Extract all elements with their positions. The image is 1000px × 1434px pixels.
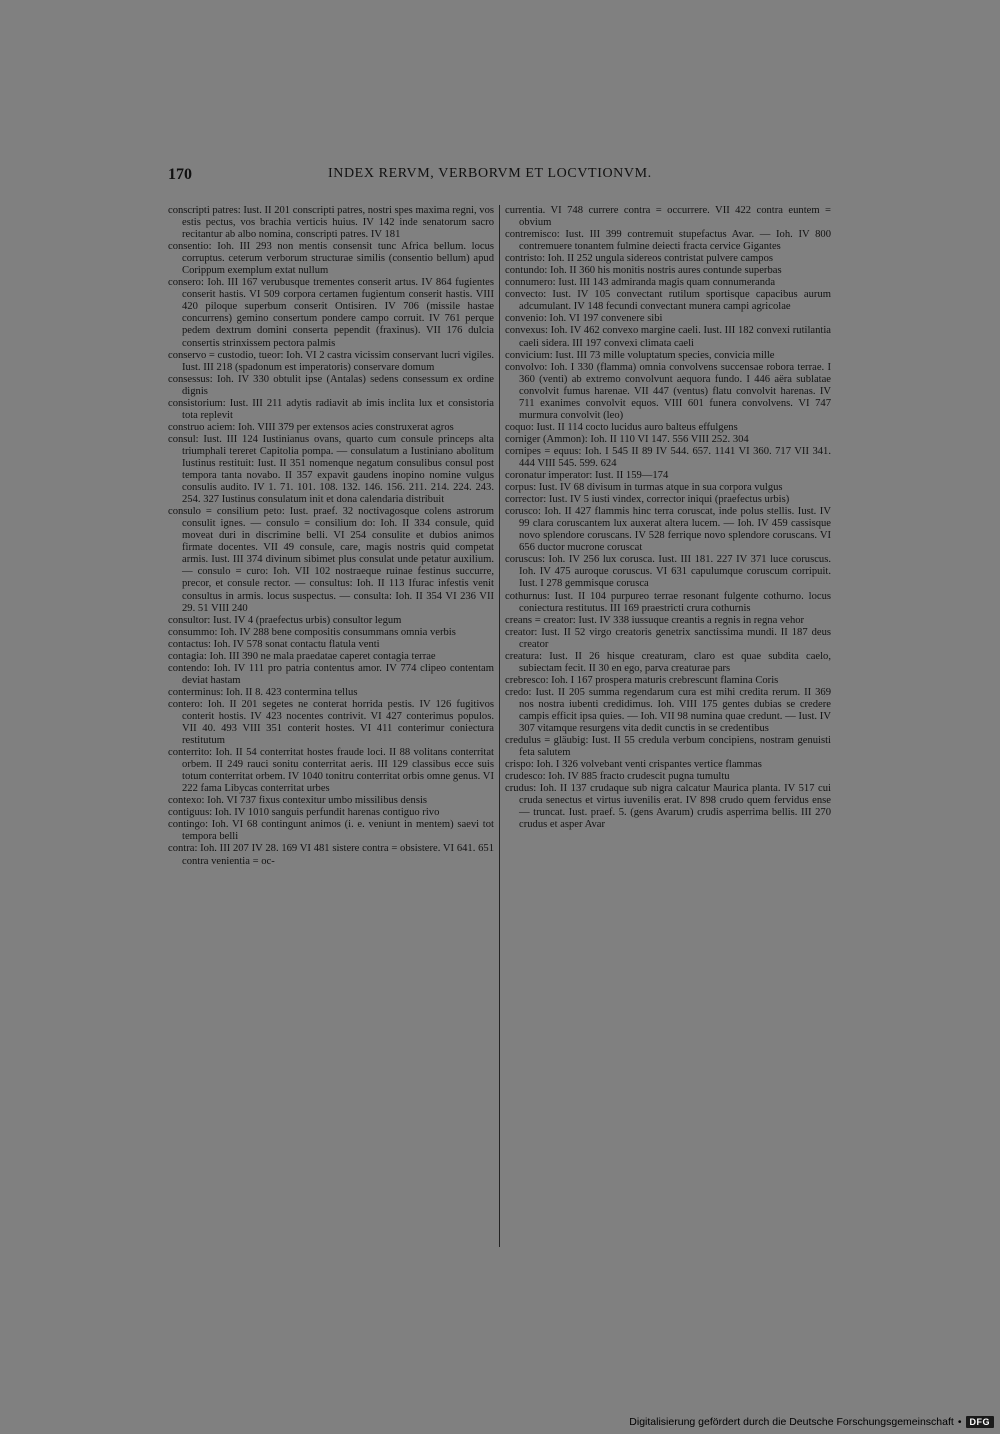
index-entry: crudesco: Ioh. IV 885 fracto crudescit pugna tumultu <box>505 771 730 783</box>
index-entry: crebresco: Ioh. I 167 prospera maturis crebrescunt flamina Coris <box>505 674 779 686</box>
index-entry: conservo = custodio, tueor: Ioh. VI 2 castra vicissim conservant lucri vigiles. Iust. III 218 (spadonum est imperatoris) conservare domum <box>168 349 494 373</box>
index-entry: coquo: Iust. II 114 cocto lucidus auro balteus effulgens <box>505 421 738 433</box>
right-column <box>505 205 831 1255</box>
index-entry: contexo: Ioh. VI 737 fixus contexitur umbo missilibus densis <box>168 795 428 807</box>
footer-separator: • <box>957 1416 962 1428</box>
index-entry: convexus: Ioh. IV 462 convexo margine caeli. Iust. III 182 convexi rutilantia caeli sidera. III 197 convexi climata caeli <box>505 325 831 349</box>
index-entry: corpus: Iust. IV 68 divisum in turmas atque in sua corpora vulgus <box>505 482 783 494</box>
index-entry: crudus: Ioh. II 137 crudaque sub nigra calcatur Maurica planta. IV 517 cui cruda senectus et virtus iuvenilis erat. IV 898 crudo quem fervidus ense — truncat. Iust. praef. 5. (gens Avarum) crudis asperrima bellis. III 270 crudus et asper Avar <box>505 783 831 831</box>
index-entry: consummo: Ioh. IV 288 bene compositis consummans omnia verbis <box>168 626 456 638</box>
index-entry: consultor: Iust. IV 4 (praefectus urbis) consultor legum <box>168 614 402 626</box>
index-entry: coruscus: Ioh. IV 256 lux corusca. Iust. III 181. 227 IV 371 luce coruscus. Ioh. IV 475 auroque coruscus. VI 631 capulumque coruscum corripuit. Iust. I 278 gemmisque corusca <box>505 554 831 590</box>
index-entry: contagia: Ioh. III 390 ne mala praedatae caperet contagia terrae <box>168 650 436 662</box>
page-number: 170 <box>168 166 192 183</box>
running-title: INDEX RERVM, VERBORVM ET LOCVTIONVM. <box>328 166 652 181</box>
index-entry: convecto: Iust. IV 105 convectant rutilum sportisque capacibus aurum adcumulant. IV 148 fecundi convectant munera campi agricolae <box>505 289 831 313</box>
index-entry: contundo: Ioh. II 360 his monitis nostris aures contunde superbas <box>505 265 782 277</box>
index-entry: conterrito: Ioh. II 54 conterritat hostes fraude loci. II 88 volitans conterritat orbem. II 249 rauci sonitu conterritat aeris. III 129 classibus ecce suis totum conterritat orbem. IV 1040 tonitru conterritat orbis omne genus. VI 222 fama Libycas conterritat urbes <box>168 747 494 795</box>
index-entry: cornipes = equus: Ioh. I 545 II 89 IV 544. 657. 1141 VI 360. 717 VII 341. 444 VIII 545. 599. 624 <box>505 445 831 469</box>
index-entry: contremisco: Iust. III 399 contremuit stupefactus Avar. — Ioh. IV 800 contremuere tonantem fulmine deiecti fracta cervice Gigantes <box>505 229 831 253</box>
index-entry: consulo = consilium peto: Iust. praef. 32 noctivagosque colens astrorum consulit ignes. — consulo = consilium do: Ioh. II 334 consule, quid moveat duri in discrimine belli. VI 254 consulite et dubios animos firmate docentes. VII 49 consule, care, magis nostris quid competat armis. Iust. III 374 divinum sibimet plus consulat unde petatur auxilium. — consulo = curo: Ioh. VII 102 nostraeque ruinae festinus succurre, precor, et consule rector. — consultus: Ioh. II 113 Ifurac infestis venit consultus in armis. locus suspectus. — consulta: Ioh. II 354 VI 236 VII 29. 51 VIII 240 <box>168 506 494 614</box>
funding-footer <box>629 1414 994 1430</box>
dfg-logo: DFG <box>966 1416 995 1428</box>
index-entry: contingo: Ioh. VI 68 contingunt animos (i. e. veniunt in mentem) saevi tot tempora belli <box>168 819 494 843</box>
index-entry: contristo: Ioh. II 252 ungula sidereos contristat pulvere campos <box>505 253 774 265</box>
page-header <box>168 166 832 186</box>
index-entry: conscripti patres: Iust. II 201 conscripti patres, nostri spes maxima regni, vos estis pectus, vos brachia verticis huius. IV 142 inde senatorum sacro recitantur ab albo nomina, conscripti patres. IV 181 <box>168 205 494 241</box>
index-entry: consentio: Ioh. III 293 non mentis consensit tunc Africa bellum. locus corruptus. ceterum verborum structurae similis (consentio bellum) apud Corippum exemplum extat nullum <box>168 241 494 277</box>
index-entry: convenio: Ioh. VI 197 convenere sibi <box>505 313 663 325</box>
index-entry: connumero: Iust. III 143 admiranda magis quam connumeranda <box>505 277 776 289</box>
index-entry: corrector: Iust. IV 5 iusti vindex, corrector iniqui (praefectus urbis) <box>505 494 790 506</box>
funding-text: Digitalisierung gefördert durch die Deutsche Forschungsgemeinschaft <box>629 1416 954 1428</box>
index-entry: corusco: Ioh. II 427 flammis hinc terra coruscat, inde polus stellis. Iust. IV 99 clara coruscantem lux auxerat altera lucem. — Ioh. IV 459 cassisque novo splendore coruscans. IV 528 ferrique novo splendore coruscans. VI 656 ductor mucrone coruscat <box>505 506 831 554</box>
index-entry: consero: Ioh. III 167 verubusque trementes conserit artus. IV 864 fugientes conserit hastis. VI 509 corpora certamen fugientum conserit hastis. VIII 420 piloque superbum conserit Ontisiren. IV 706 (missile hastae concurrens) gemino consertum pondere campo corruit. IV 761 perque pedem dextrum domini conserta pependit (fraxinus). VII 176 dulcia consertis strinxissem pectora palmis <box>168 277 494 349</box>
left-column <box>168 205 494 1255</box>
index-entry: creatura: Iust. II 26 hisque creaturam, claro est quae subdita caelo, subiectam fecit. II 30 en ego, parva creaturae pars <box>505 650 831 674</box>
index-entry: construo aciem: Ioh. VIII 379 per extensos acies construxerat agros <box>168 421 454 433</box>
index-entry: contendo: Ioh. IV 111 pro patria contentus amor. IV 774 clipeo contentam deviat hastam <box>168 662 494 686</box>
index-entry: credo: Iust. II 205 summa regendarum cura est mihi credita rerum. II 369 nos nostra iubenti credidimus. Ioh. VIII 175 gentes dubias se credere campis efficit ipsa quies. — Ioh. VII 98 numina quae credunt. — Iust. IV 307 vitamque resurgens vita dedit cunctis in se credentibus <box>505 686 831 735</box>
column-divider <box>499 205 500 1247</box>
index-entry: consistorium: Iust. III 211 adytis radiavit ab imis inclita lux et consistoria tota replevit <box>168 397 494 421</box>
index-entry: contero: Ioh. II 201 segetes ne conterat horrida pestis. IV 126 fugitivos conterit hostis. IV 423 nocentes contrivit. VI 427 conterimus populos. VII 40. 493 VIII 351 conterit hostes. VI 411 conterimur coniectura restitutum <box>168 698 494 747</box>
index-entry: conterminus: Ioh. II 8. 423 contermina tellus <box>168 686 358 698</box>
index-entry: convolvo: Ioh. I 330 (flamma) omnia convolvens succensae robora terrae. I 360 (venti) ab extremo convolvunt aequora fundo. I 446 aëra sublatae convolvit fumus harenae. VII 447 (ventus) flatu convolvit harenas. IV 711 exanimes convolvit equos. VIII 601 funera convolvens. VI 747 murmura convolvit (leo) <box>505 361 831 421</box>
index-entry: contactus: Ioh. IV 578 sonat contactu flatula venti <box>168 638 380 650</box>
index-entry: corniger (Ammon): Ioh. II 110 VI 147. 556 VIII 252. 304 <box>505 433 749 445</box>
index-entry: currentia. VI 748 currere contra = occurrere. VII 422 contra euntem = obvium <box>505 205 831 229</box>
index-entry: consessus: Ioh. IV 330 obtulit ipse (Antalas) sedens consessum ex ordine dignis <box>168 373 494 397</box>
index-entry: creator: Iust. II 52 virgo creatoris genetrix sanctissima mundi. II 187 deus creator <box>505 626 831 650</box>
index-entry: cothurnus: Iust. II 104 purpureo terrae resonant fulgente cothurno. locus coniectura restitutus. III 169 praestricti crura cothurnis <box>505 590 831 614</box>
index-entry: creans = creator: Iust. IV 338 iussuque creantis a regnis in regna vehor <box>505 614 805 626</box>
index-entry: consul: Iust. III 124 Iustinianus ovans, quarto cum consule princeps alta triumphali tereret Capitolia pompa. — consulatum a Iustiniano abolitum Iustinus restituit: Iust. II 351 nomenque negatum consulibus consul post tempora tanta novabo. II 357 expavit gaudens inopino nomine vulgus consulis audito. IV 1. 71. 101. 108. 132. 146. 156. 211. 214. 224. 243. 254. 327 Iustinus consulatum init et dona calendaria distribuit <box>168 433 494 506</box>
index-entry: contiguus: Ioh. IV 1010 sanguis perfundit harenas contiguo rivo <box>168 807 440 819</box>
index-entry: crispo: Ioh. I 326 volvebant venti crispantes vertice flammas <box>505 759 762 771</box>
index-entry: contra: Ioh. III 207 IV 28. 169 VI 481 sistere contra = obsistere. VI 641. 651 contra venientia = oc- <box>168 843 494 867</box>
index-entry: credulus = gläubig: Iust. II 55 credula verbum concipiens, nostram genuisti feta salutem <box>505 735 831 759</box>
index-entry: coronatur imperator: Iust. II 159—174 <box>505 470 669 482</box>
index-entry: convicium: Iust. III 73 mille voluptatum species, convicia mille <box>505 349 775 361</box>
